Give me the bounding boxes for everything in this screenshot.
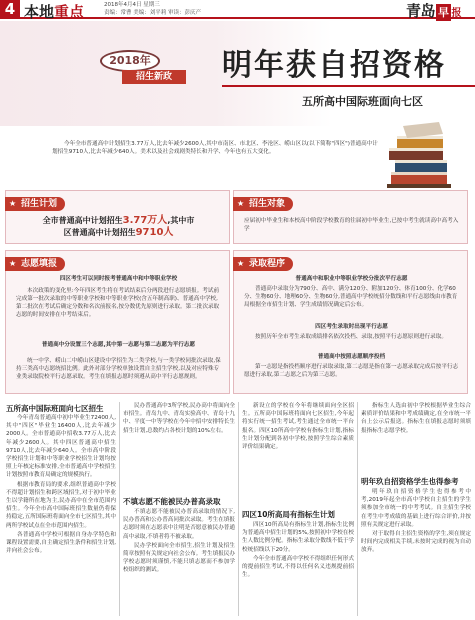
article-column-2a bbox=[123, 402, 235, 492]
section-name bbox=[24, 1, 84, 22]
col1-paragraph: 今年青岛普通高中初中毕业生72400人,其中"四区"毕业生16400人,比去年减少2000人。全市普通高中招收3.77万人,比去年减少2600人。其中四区普通高中招生9710人,比去年减少640人。全市高中阶段学校招生计划和中等职业学校招生计划均按照上年核定标准安排,全市普通高中学校招生计划按照市教育局确定的规模执行。 bbox=[6, 415, 116, 479]
col3-paragraph: 新设立的学校在今年将继续面向全区招生。五所高中国际班将面向七区招生,今年起将实行统一招生考试,考生通过全市统一平台报名。四区10所高中学校有指标生计划,指标生计划分配到各初中学校,按照学生综合素质评价结果确定。 bbox=[242, 403, 354, 451]
headline: 明年获自招资格 bbox=[222, 48, 446, 83]
article-column-3b bbox=[242, 521, 354, 616]
col3-paragraph: 今年全市普通高中学校不得组织任何形式的提前招生考试,不得以任何名义违规提前招生。 bbox=[242, 555, 354, 579]
plan-line2-pre: 区普通高中计划招生 bbox=[63, 228, 136, 237]
enroll-lead-3: 普通高中按照志愿顺序投档 bbox=[317, 354, 386, 360]
col2-paragraph: 不填志愿不能被民办普高录取的情况下,民办普高和公办普高同批次录取。考生在填报志愿时须在志愿表中注明是否愿意被民办普通高中录取,不填者将不被录取。 bbox=[123, 509, 235, 540]
enroll-text-1: 普通高中录取分为790分、高中、满分120分、附加120分、体育100分、化学60分、生物60分、地理60分、生物60分,普通高中学校统招分数线和平行志愿线由市教育局根据全市招生计划、学生成绩情况确定后公布。 bbox=[244, 286, 458, 308]
subheadline: 五所高中国际班面向七区 bbox=[302, 95, 423, 108]
enroll-box-heading: ★ 录取程序 bbox=[233, 257, 293, 271]
hero-badge bbox=[100, 50, 192, 86]
column-divider bbox=[119, 402, 120, 616]
article-heading-4: 明年玖自招资格学生也得参考 bbox=[361, 477, 459, 486]
volunteer-box-heading: ★ 志愿填报 bbox=[5, 257, 65, 271]
hero-badge-year: 2018年 bbox=[100, 50, 160, 72]
article-column-4b bbox=[361, 488, 471, 616]
article-column-1 bbox=[6, 414, 116, 616]
col3-paragraph: 四区10所高局有指标生计划,指标生比例为普通高中招生计划的5%,按照初中学校在校生人数比例分配。指标生录取分数线不低于学校统招线以下20分。 bbox=[242, 522, 354, 553]
col1-paragraph: 根据市教育局的要求,组织普通高中学校不得超计划招生和跨区域招生,对于初中毕业生以学籍所在地为主,民办高中在全市范围内招生。今年全市高中国际班招生数量仍将保持稳定,五所国际班将面向全市七区招生,其中两所学校试点在全市范围内招生。 bbox=[6, 481, 116, 529]
col4-paragraph: 对于取得自主招生资格的学生,须在规定时间内完成相关手续,未按时完成的视为自动放弃。 bbox=[361, 531, 471, 554]
plan-line1-post: ,其中市 bbox=[167, 216, 195, 225]
page-number: 4 bbox=[0, 0, 20, 19]
article-column-4a bbox=[361, 402, 471, 472]
newspaper-masthead bbox=[406, 0, 461, 19]
article-heading-2: 不填志愿不能被民办普高录取 bbox=[123, 497, 221, 506]
enroll-box bbox=[233, 250, 468, 394]
volunteer-box bbox=[5, 250, 230, 394]
admit-box-heading: ★ 招生对象 bbox=[233, 197, 293, 211]
article-heading-1: 五所高中国际班面向七区招生 bbox=[6, 404, 104, 413]
volunteer-lead: 四区考生可以同时报考普通高中和中等职业学校 bbox=[59, 276, 178, 282]
col2-paragraph: 民办学校面向全市招生,招生计划及招生简章按照有关规定向社会公布。考生填报民办学校志愿时须谨慎,不能只填志愿而不参加学校组织的测试。 bbox=[123, 542, 235, 574]
col1-paragraph: 各普通高中学校可根据自身办学特色和课程设置需要,自主确定招生条件和招生计划,并向社会公布。 bbox=[6, 531, 116, 555]
volunteer-lead-2: 普通高中分设置三个志愿,其中第一志愿与第二志愿为平行志愿 bbox=[41, 342, 196, 348]
enroll-text-3: 第一志愿是指投档顺序进行录取录取,第二志愿是指在第一志愿录取完成后按平行志愿进行录取,第二志愿之后为第三志愿。 bbox=[244, 364, 459, 378]
section-label: 本地 bbox=[24, 3, 55, 21]
enroll-lead-2: 四区考生录取时出现平行志愿 bbox=[315, 324, 388, 330]
admit-text: 应届初中毕业生和本校高中阶段学校教育的往届初中毕业生,已按中考生就读高中高考入学 bbox=[244, 218, 459, 232]
hero-badge-label: 招生新政 bbox=[122, 70, 186, 84]
plan-box-line2 bbox=[16, 227, 221, 238]
col4-paragraph: 明年玖自招资格学生也得参考中考,2019年起全市高中学校自主招生的学生须参加全市统一的中考考试。自主招生学校在考生中考成绩的基础上进行综合评价,并按照有关规定进行录取。 bbox=[361, 489, 471, 528]
plan-line1-pre: 全市普通高中计划招生 bbox=[42, 216, 123, 225]
plan-four-districts: 9710人 bbox=[135, 227, 174, 238]
volunteer-text-2: 统一中学、崂山二中崂山区建设中学招生为二类学校,与一类学校同批次录取,保持三类高中志愿统招比例。此外对部分学校单独设置自主招生学校,以及对应特殊专业类录取院校平行志愿录取。考生在填报志愿时须遵从高中平行志愿规则。 bbox=[16, 358, 221, 380]
plan-total: 3.77万人 bbox=[122, 215, 168, 226]
article-column-2b bbox=[123, 508, 235, 616]
masthead-left: 青岛 bbox=[405, 2, 435, 20]
admit-box bbox=[233, 190, 468, 244]
enroll-text-2: 按照历年全市考生录取成绩排名依次投档、录取,按照平行志愿原则进行录取。 bbox=[255, 334, 447, 340]
column-divider bbox=[357, 402, 358, 616]
issue-info bbox=[104, 2, 201, 17]
intro-paragraph: 今年全市普通高中计划招生3.77万人,比去年减少2600人,其中市南区、市北区、李沧区、崂山区以(以下简称"四区")普通高中计划招生9710人,比去年减少640人。美术以及社会戏剧类特长和升学、今年也有五大变化。 bbox=[52, 141, 378, 155]
section-highlight: 重点 bbox=[54, 3, 85, 21]
date-line: 2018年4月4日 星期三 bbox=[104, 2, 160, 8]
headline-rule bbox=[222, 85, 475, 87]
column-divider bbox=[238, 402, 239, 616]
col2-paragraph: 民办普通高中3所学校,民办高中将面向全市招生。青岛九中、青岛实验高中、青岛十九中、平度一中等学校在今年中招中安排特长生招生计划,总数约占各校计划的10%左右。 bbox=[123, 403, 235, 434]
page-header bbox=[0, 0, 475, 19]
masthead-right: 报 bbox=[451, 8, 461, 19]
col4-paragraph: 指标生人选由初中学校根据毕业生综合素质评价结果和中考成绩确定,在全市统一平台上公示后报送。指标生在填报志愿时须填报指标生志愿学校。 bbox=[361, 403, 471, 434]
plan-box-heading: ★ 招生计划 bbox=[5, 197, 65, 211]
enroll-lead-1: 普通高中和职业中等职业学校分批次平行志愿 bbox=[295, 276, 408, 282]
plan-box-line1 bbox=[16, 215, 221, 226]
article-heading-3: 四区10所高局有指标生计划 bbox=[242, 510, 335, 519]
volunteer-text-1: 本次政策的变化里:今年四区考生将在考试结束后分两段进行志愿填报。考试前完成第一批次录取的中等职业学校和中等职业学校(含五年制高职)、普通高中学校,第二批次在考试后确定分数和名次前报名,按分数优先原则进行录取。第二批次录取志愿的时间安排在中考结束后。 bbox=[16, 288, 220, 318]
masthead-badge: 早 bbox=[438, 6, 449, 19]
books-illustration bbox=[383, 120, 453, 196]
editor-line: 责编：常曹 美编：刘平莉 审读：彭庆产 bbox=[104, 9, 201, 16]
plan-box bbox=[5, 190, 230, 244]
article-column-3a bbox=[242, 402, 354, 506]
